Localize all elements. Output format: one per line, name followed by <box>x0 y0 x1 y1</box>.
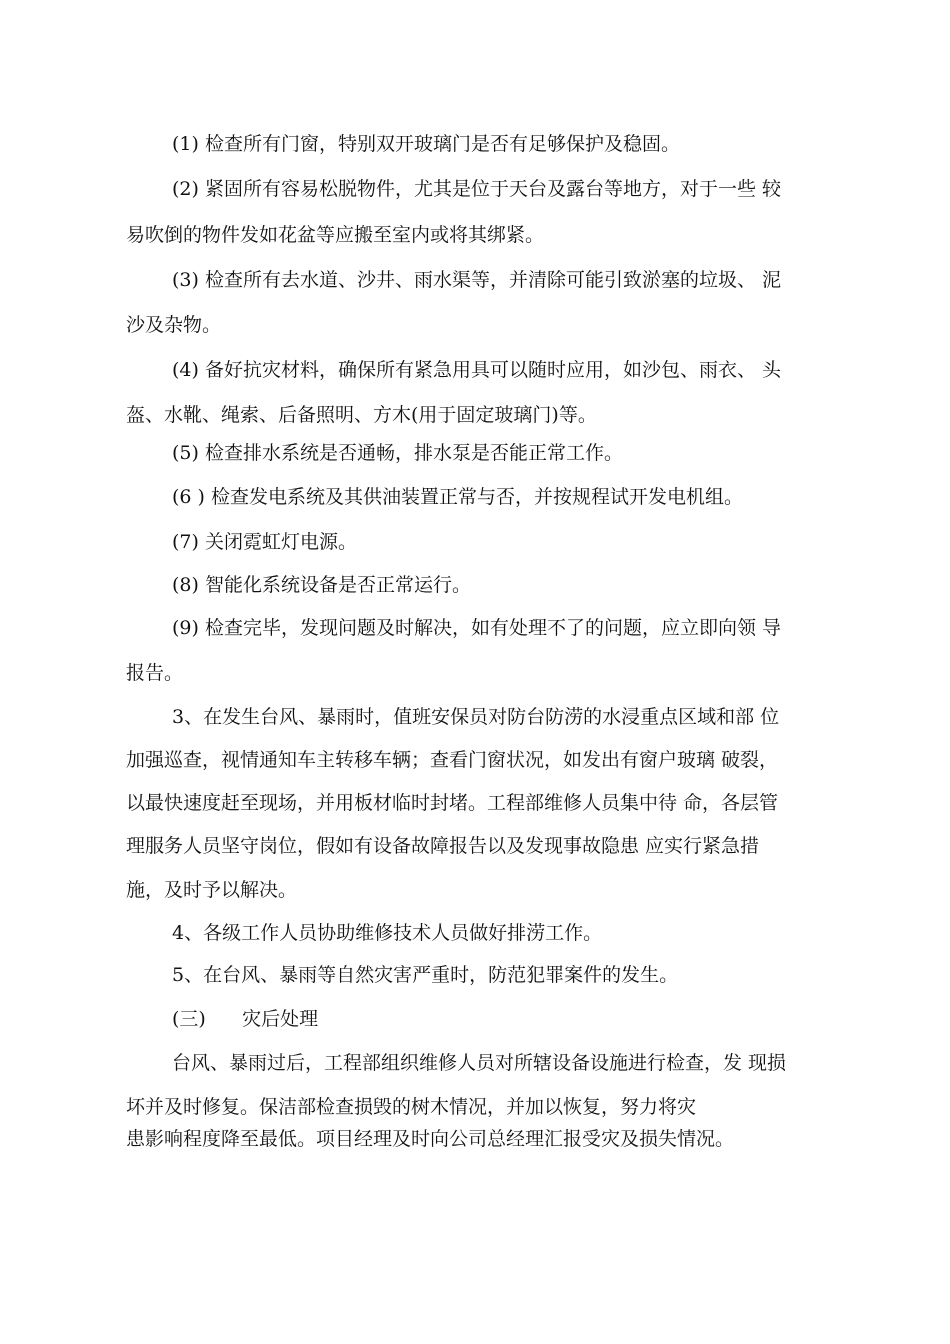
text-line: (1) 检查所有门窗，特别双开玻璃门是否有足够保护及稳固。 <box>172 133 680 155</box>
text-line: 理服务人员坚守岗位，假如有设备故障报告以及发现事故隐患 应实行紧急措 <box>126 835 760 857</box>
text-line: (6 ) 检查发电系统及其供油装置正常与否，并按规程试开发电机组。 <box>172 486 743 508</box>
text-line: (2) 紧固所有容易松脱物件，尤其是位于天台及露台等地方，对于一些 较 <box>172 178 781 200</box>
text-line: 报告。 <box>126 662 184 684</box>
text-line: 易吹倒的物件发如花盆等应搬至室内或将其绑紧。 <box>126 224 545 246</box>
text-line: 加强巡查，视情通知车主转移车辆；查看门窗状况，如发出有窗户玻璃 破裂， <box>126 749 779 771</box>
text-line: (8) 智能化系统设备是否正常运行。 <box>172 574 471 596</box>
section-heading: (三) 灾后处理 <box>172 1008 319 1030</box>
text-line: 沙及杂物。 <box>126 314 222 336</box>
text-line: 3、在发生台风、暴雨时，值班安保员对防台防涝的水浸重点区域和部 位 <box>172 706 780 728</box>
text-line: 台风、暴雨过后，工程部组织维修人员对所辖设备设施进行检查，发 现损 <box>172 1052 787 1074</box>
text-line: 4、各级工作人员协助维修技术人员做好排涝工作。 <box>172 922 603 944</box>
text-line: 盔、水靴、绳索、后备照明、方木(用于固定玻璃门)等。 <box>126 404 597 426</box>
text-line: 以最快速度赶至现场，并用板材临时封堵。工程部维修人员集中待 命，各层管 <box>126 792 779 814</box>
text-line: 坏并及时修复。保洁部检查损毁的树木情况，并加以恢复，努力将灾 <box>126 1096 697 1118</box>
text-line: (7) 关闭霓虹灯电源。 <box>172 531 357 553</box>
text-line: (9) 检查完毕，发现问题及时解决，如有处理不了的问题，应立即向领 导 <box>172 617 781 639</box>
text-line: 5、在台风、暴雨等自然灾害严重时，防范犯罪案件的发生。 <box>172 964 679 986</box>
text-line: (4) 备好抗灾材料，确保所有紧急用具可以随时应用，如沙包、雨衣、 头 <box>172 359 781 381</box>
text-line: 患影响程度降至最低。项目经理及时向公司总经理汇报受灾及损失情况。 <box>126 1128 735 1150</box>
text-line: (5) 检查排水系统是否通畅，排水泵是否能正常工作。 <box>172 442 623 464</box>
text-line: 施，及时予以解决。 <box>126 879 298 901</box>
text-line: (3) 检查所有去水道、沙井、雨水渠等，并清除可能引致淤塞的垃圾、 泥 <box>172 269 781 291</box>
